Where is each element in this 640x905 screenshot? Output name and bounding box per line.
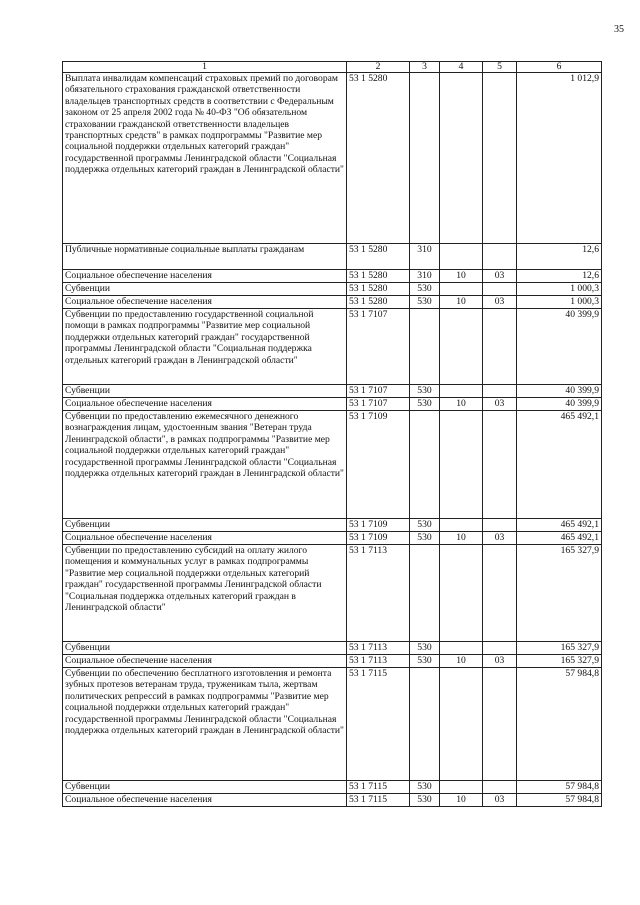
row-col5: 03 <box>483 794 517 807</box>
row-name: Субвенции <box>63 385 347 398</box>
row-col3 <box>410 545 440 642</box>
row-name: Социальное обеспечение населения <box>63 398 347 411</box>
table-row <box>63 411 602 519</box>
row-code: 53 1 5280 <box>347 73 410 244</box>
row-col3 <box>410 73 440 244</box>
row-col5: 03 <box>483 655 517 668</box>
row-name: Субвенции <box>63 519 347 532</box>
row-col3: 530 <box>410 385 440 398</box>
row-name: Субвенции <box>63 283 347 296</box>
column-header: 2 <box>347 62 410 73</box>
row-amount: 165 327,9 <box>517 642 602 655</box>
row-amount: 57 984,8 <box>517 781 602 794</box>
row-col5 <box>483 519 517 532</box>
row-col4 <box>440 519 483 532</box>
column-header: 4 <box>440 62 483 73</box>
row-name: Субвенции по обеспечению бесплатного изготовления и ремонта зубных протезов ветеранам труда, труженикам тыла, жертвам политических репрессий в рамках подпрограммы "Развитие мер социальной поддержки отдельных категорий граждан" государственной программы Ленинградской области "Социальная поддержка отдельных категорий граждан в Ленинградской области" <box>63 668 347 781</box>
row-amount: 465 492,1 <box>517 519 602 532</box>
row-col4 <box>440 283 483 296</box>
table-row <box>63 296 602 309</box>
row-col3: 310 <box>410 244 440 270</box>
table-row <box>63 781 602 794</box>
header-row <box>63 62 602 73</box>
column-header: 6 <box>517 62 602 73</box>
table-row <box>63 794 602 807</box>
row-col3: 530 <box>410 532 440 545</box>
row-col3: 530 <box>410 655 440 668</box>
row-col5 <box>483 244 517 270</box>
row-col3 <box>410 309 440 385</box>
row-code: 53 1 7113 <box>347 545 410 642</box>
table-row <box>63 244 602 270</box>
row-col5 <box>483 309 517 385</box>
row-col5 <box>483 668 517 781</box>
row-amount: 165 327,9 <box>517 655 602 668</box>
row-col4: 10 <box>440 296 483 309</box>
row-col5 <box>483 545 517 642</box>
table-row <box>63 270 602 283</box>
row-name: Субвенции по предоставлению субсидий на оплату жилого помещения и коммунальных услуг в рамках подпрограммы "Развитие мер социальной поддержки отдельных категорий граждан" государственной программы Ленинградской области "Социальная поддержка отдельных категорий граждан в Ленинградской области" <box>63 545 347 642</box>
row-col5 <box>483 781 517 794</box>
table-row <box>63 73 602 244</box>
row-name: Субвенции <box>63 642 347 655</box>
row-col5: 03 <box>483 270 517 283</box>
row-col5 <box>483 283 517 296</box>
row-name: Субвенции по предоставлению ежемесячного денежного вознаграждения лицам, удостоенным звания "Ветеран труда Ленинградской области", в рамках подпрограммы "Развитие мер социальной поддержки отдельных категорий граждан" государственной программы Ленинградской области "Социальная поддержка отдельных категорий граждан в Ленинградской области" <box>63 411 347 519</box>
row-amount: 465 492,1 <box>517 532 602 545</box>
row-col4 <box>440 73 483 244</box>
row-col5: 03 <box>483 398 517 411</box>
row-code: 53 1 5280 <box>347 270 410 283</box>
row-col5 <box>483 73 517 244</box>
budget-table <box>62 61 602 807</box>
table-row <box>63 519 602 532</box>
row-col4 <box>440 642 483 655</box>
row-col4 <box>440 668 483 781</box>
row-name: Публичные нормативные социальные выплаты гражданам <box>63 244 347 270</box>
row-col4 <box>440 411 483 519</box>
row-col3: 530 <box>410 794 440 807</box>
column-header: 1 <box>63 62 347 73</box>
table-row <box>63 532 602 545</box>
row-col4: 10 <box>440 398 483 411</box>
row-name: Субвенции <box>63 781 347 794</box>
table-row <box>63 545 602 642</box>
row-amount: 1 000,3 <box>517 296 602 309</box>
table-row <box>63 655 602 668</box>
row-col3: 530 <box>410 296 440 309</box>
row-code: 53 1 7113 <box>347 655 410 668</box>
table-row <box>63 385 602 398</box>
row-col4: 10 <box>440 794 483 807</box>
table-row <box>63 309 602 385</box>
row-name: Социальное обеспечение населения <box>63 296 347 309</box>
row-col5: 03 <box>483 296 517 309</box>
row-code: 53 1 5280 <box>347 283 410 296</box>
table-header <box>63 62 602 73</box>
row-name: Субвенции по предоставлению государственной социальной помощи в рамках подпрограммы "Развитие мер социальной поддержки отдельных категорий граждан" государственной программы Ленинградской области "Социальная поддержка отдельных категорий граждан в Ленинградской области" <box>63 309 347 385</box>
row-col5 <box>483 411 517 519</box>
row-amount: 465 492,1 <box>517 411 602 519</box>
row-name: Социальное обеспечение населения <box>63 532 347 545</box>
table-row <box>63 283 602 296</box>
table-row <box>63 642 602 655</box>
row-col4: 10 <box>440 655 483 668</box>
row-code: 53 1 7115 <box>347 781 410 794</box>
row-code: 53 1 5280 <box>347 296 410 309</box>
row-code: 53 1 7109 <box>347 411 410 519</box>
row-col4 <box>440 309 483 385</box>
row-col3: 530 <box>410 781 440 794</box>
row-code: 53 1 7113 <box>347 642 410 655</box>
row-code: 53 1 7115 <box>347 668 410 781</box>
column-header: 5 <box>483 62 517 73</box>
row-amount: 12,6 <box>517 270 602 283</box>
row-code: 53 1 7107 <box>347 309 410 385</box>
row-code: 53 1 5280 <box>347 244 410 270</box>
row-col4 <box>440 545 483 642</box>
page-number: 35 <box>614 24 624 35</box>
row-col3: 530 <box>410 642 440 655</box>
row-amount: 40 399,9 <box>517 398 602 411</box>
row-amount: 57 984,8 <box>517 668 602 781</box>
row-col4 <box>440 781 483 794</box>
table-row <box>63 668 602 781</box>
row-code: 53 1 7109 <box>347 532 410 545</box>
row-code: 53 1 7109 <box>347 519 410 532</box>
row-amount: 165 327,9 <box>517 545 602 642</box>
row-col3 <box>410 668 440 781</box>
table-row <box>63 398 602 411</box>
row-amount: 12,6 <box>517 244 602 270</box>
row-col4: 10 <box>440 270 483 283</box>
row-amount: 57 984,8 <box>517 794 602 807</box>
row-col5: 03 <box>483 532 517 545</box>
row-col3: 530 <box>410 283 440 296</box>
row-amount: 1 000,3 <box>517 283 602 296</box>
row-code: 53 1 7107 <box>347 385 410 398</box>
row-col5 <box>483 385 517 398</box>
row-code: 53 1 7107 <box>347 398 410 411</box>
column-header: 3 <box>410 62 440 73</box>
row-amount: 40 399,9 <box>517 309 602 385</box>
row-name: Социальное обеспечение населения <box>63 270 347 283</box>
row-amount: 1 012,9 <box>517 73 602 244</box>
row-col3: 310 <box>410 270 440 283</box>
row-col4 <box>440 244 483 270</box>
row-amount: 40 399,9 <box>517 385 602 398</box>
row-name: Социальное обеспечение населения <box>63 794 347 807</box>
row-name: Социальное обеспечение населения <box>63 655 347 668</box>
row-col5 <box>483 642 517 655</box>
row-col3 <box>410 411 440 519</box>
table-body <box>63 73 602 807</box>
row-col4: 10 <box>440 532 483 545</box>
row-name: Выплата инвалидам компенсаций страховых премий по договорам обязательного страхования гражданской ответственности владельцев транспортных средств в соответствии с Федеральным законом от 25 апреля 2002 года № 40-ФЗ "Об обязательном страховании гражданской ответственности владельцев транспортных средств" в рамках подпрограммы "Развитие мер социальной поддержки отдельных категорий граждан" государственной программы Ленинградской области "Социальная поддержка отдельных категорий граждан в Ленинградской области" <box>63 73 347 244</box>
row-col3: 530 <box>410 519 440 532</box>
row-code: 53 1 7115 <box>347 794 410 807</box>
row-col4 <box>440 385 483 398</box>
row-col3: 530 <box>410 398 440 411</box>
